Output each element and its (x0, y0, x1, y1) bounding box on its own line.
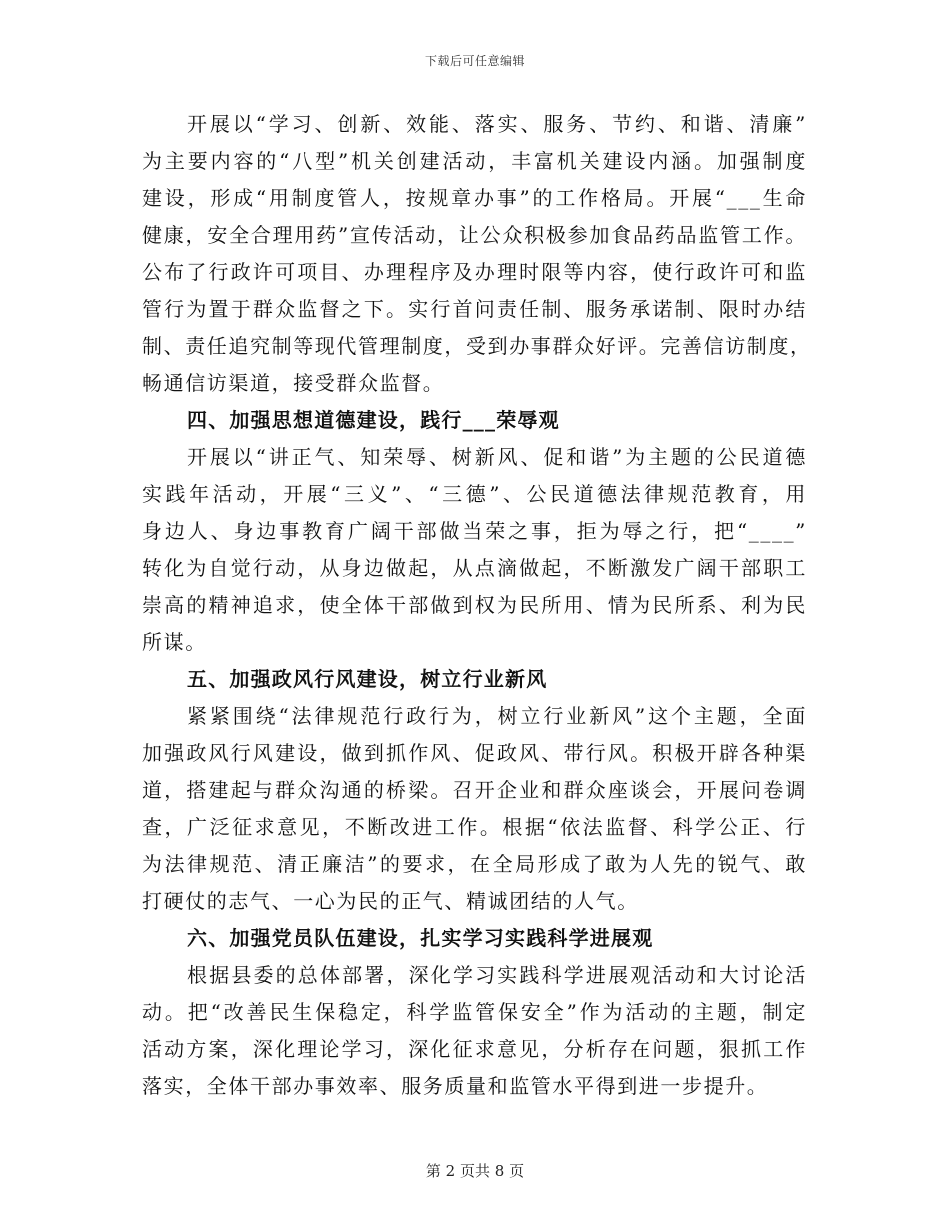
paragraph-line: 身边人、身边事教育广阔干部做当荣之事，拒为辱之行，把“____” (142, 519, 807, 543)
section-heading: 六、加强党员队伍建设，扎实学习实践科学进展观 (187, 926, 654, 950)
paragraph-line: 实践年活动，开展“三义”、“三德”、公民道德法律规范教育，用 (142, 482, 807, 506)
paragraph-line: 开展以“讲正气、知荣辱、树新风、促和谐”为主题的公民道德 (187, 445, 807, 469)
paragraph-line: 开展以“学习、创新、效能、落实、服务、节约、和谐、清廉” (187, 112, 807, 136)
paragraph-line: 打硬仗的志气、一心为民的正气、精诚团结的人气。 (142, 889, 639, 913)
page-header: 下载后可任意编辑 (424, 54, 525, 68)
paragraph-line: 畅通信访渠道，接受群众监督。 (142, 371, 445, 395)
paragraph-line: 活动方案，深化理论学习，深化征求意见，分析存在问题，狠抓工作 (142, 1037, 807, 1061)
paragraph-line: 管行为置于群众监督之下。实行首问责任制、服务承诺制、限时办结 (142, 297, 807, 321)
paragraph-line: 动。把“改善民生保稳定，科学监管保安全”作为活动的主题，制定 (142, 1000, 807, 1024)
section-heading: 四、加强思想道德建设，践行___荣辱观 (187, 408, 560, 432)
paragraph-line: 道，搭建起与群众沟通的桥梁。召开企业和群众座谈会，开展问卷调 (142, 778, 807, 802)
page-footer: 第 2 页共 8 页 (425, 1162, 525, 1180)
paragraph-line: 崇高的精神追求，使全体干部做到权为民所用、情为民所系、利为民 (142, 593, 807, 617)
paragraph-line: 公布了行政许可项目、办理程序及办理时限等内容，使行政许可和监 (142, 260, 807, 284)
paragraph-line: 建设，形成“用制度管人，按规章办事”的工作格局。开展“___生命 (142, 186, 807, 210)
paragraph-line: 落实，全体干部办事效率、服务质量和监管水平得到进一步提升。 (142, 1074, 769, 1098)
document-body (142, 106, 812, 1105)
paragraph-line: 为法律规范、清正廉洁”的要求，在全局形成了敢为人先的锐气、敢 (142, 852, 807, 876)
paragraph-line: 加强政风行风建设，做到抓作风、促政风、带行风。积极开辟各种渠 (142, 741, 807, 765)
paragraph-line: 转化为自觉行动，从身边做起，从点滴做起，不断激发广阔干部职工 (142, 556, 807, 580)
section-heading: 五、加强政风行风建设，树立行业新风 (187, 667, 548, 691)
paragraph-line: 根据县委的总体部署，深化学习实践科学进展观活动和大讨论活 (187, 963, 807, 987)
paragraph-line: 制、责任追究制等现代管理制度，受到办事群众好评。完善信访制度， (142, 334, 812, 358)
paragraph-line: 所谋。 (142, 630, 207, 654)
paragraph-line: 健康，安全合理用药”宣传活动，让公众积极参加食品药品监管工作。 (142, 223, 807, 247)
paragraph-line: 为主要内容的“八型”机关创建活动，丰富机关建设内涵。加强制度 (142, 149, 807, 173)
paragraph-line: 紧紧围绕“法律规范行政行为，树立行业新风”这个主题，全面 (187, 704, 807, 728)
paragraph-line: 查，广泛征求意见，不断改进工作。根据“依法监督、科学公正、行 (142, 815, 807, 839)
